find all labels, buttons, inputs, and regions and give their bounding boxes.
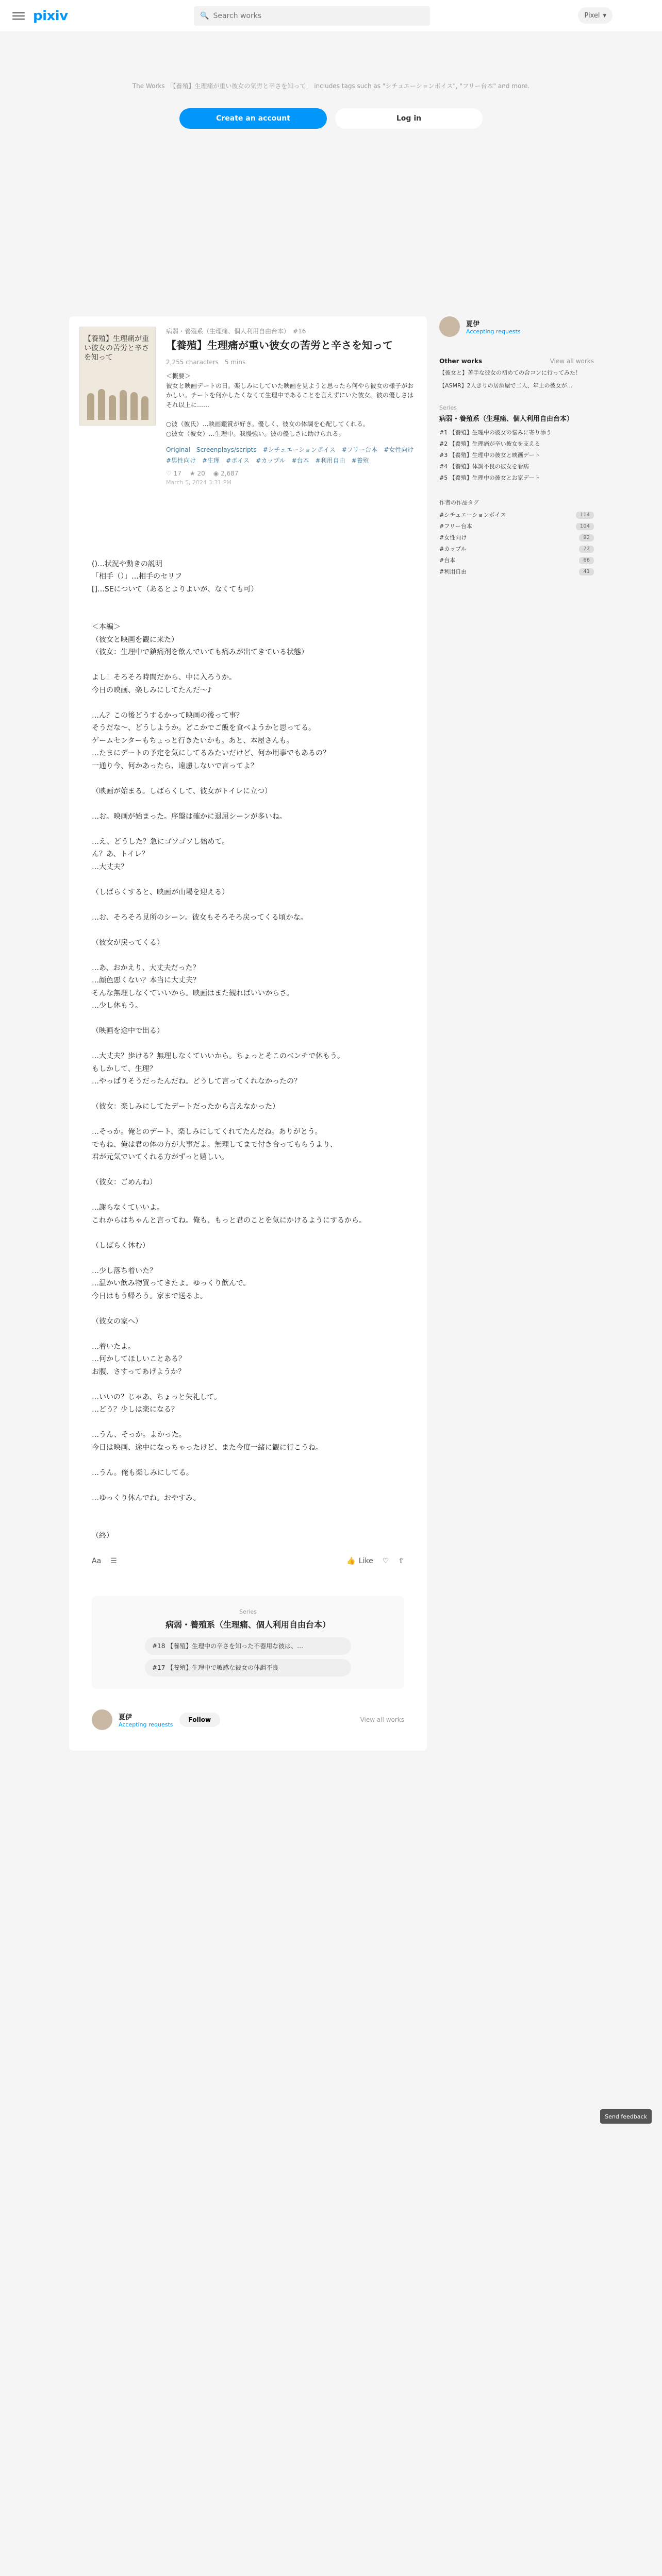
eye-icon: ◉ bbox=[213, 469, 219, 477]
create-account-button[interactable]: Create an account bbox=[179, 108, 327, 129]
search-input[interactable] bbox=[213, 12, 424, 20]
lang-button[interactable]: Pixel ▾ bbox=[578, 7, 613, 24]
novel-title: 【養殖】生理痛が重い彼女の苦労と辛さを知って bbox=[166, 339, 393, 351]
sidebar bbox=[439, 316, 594, 578]
avatar[interactable] bbox=[92, 1709, 112, 1730]
other-work-item[interactable]: 【ASMR】2人きりの居酒屋で二人、年上の彼女が… bbox=[439, 382, 573, 389]
author-name[interactable]: 夏伊 bbox=[119, 1713, 133, 1721]
avatar[interactable] bbox=[439, 316, 460, 337]
series-link[interactable]: 病弱・養殖系（生理痛、個人利用自由台本） #16 bbox=[166, 328, 306, 335]
accepting-requests[interactable]: Accepting requests bbox=[119, 1721, 173, 1728]
search-icon: 🔍 bbox=[200, 12, 209, 20]
intro-section bbox=[0, 32, 662, 162]
novel-article bbox=[69, 316, 427, 1751]
cover-title: 【養殖】生理痛が重い彼女の苦労と辛さを知って bbox=[84, 335, 149, 362]
list-icon[interactable]: ☰ bbox=[110, 1556, 117, 1565]
author-tag-item[interactable]: #女性向け 92 bbox=[439, 532, 594, 544]
author-tag-item[interactable]: #利用自由 41 bbox=[439, 566, 594, 578]
heart-icon[interactable]: ♡ bbox=[382, 1556, 389, 1565]
sidebar-series-episode[interactable]: #2 【養殖】生理痛が辛い彼女を支える bbox=[439, 440, 540, 447]
author-footer bbox=[92, 1709, 404, 1730]
author-name[interactable]: 夏伊 bbox=[466, 320, 480, 328]
font-size-icon[interactable]: Aa bbox=[92, 1556, 102, 1565]
author-tag-item[interactable]: #カップル 72 bbox=[439, 544, 594, 555]
series-label: Series bbox=[239, 1608, 257, 1615]
other-works-header: Other works View all works bbox=[439, 358, 594, 365]
search-box[interactable] bbox=[194, 6, 430, 26]
other-work-item[interactable]: 【彼女と】苦手な彼女の初めての合コンに行ってみた！ bbox=[439, 369, 581, 376]
bookmark-icon: ★ bbox=[189, 469, 195, 477]
post-date: March 5, 2024 3:31 PM bbox=[166, 479, 231, 486]
sidebar-series-name[interactable]: 病弱・養殖系（生理痛、個人利用自由台本） bbox=[439, 415, 574, 423]
send-feedback-button[interactable]: Send feedback bbox=[600, 2109, 652, 2124]
series-prev-episode[interactable]: #17 【養殖】生理中で敏感な彼女の体調不良 bbox=[145, 1659, 351, 1676]
view-all-link[interactable]: View all works bbox=[360, 1716, 404, 1723]
sidebar-series: Series 病弱・養殖系（生理痛、個人利用自由台本） #1 【養殖】生理中の彼女の悩みに寄り添う #2 【養殖】生理痛が辛い彼女を支える #3 【養殖】生理中の彼女と映画デート #4 【養殖】体調不良の彼女を看病 #5 【養殖】生理中の彼女とお家デート bbox=[439, 404, 594, 484]
heart-icon: ♡ bbox=[166, 469, 172, 477]
thumbs-up-icon: 👍 bbox=[346, 1556, 356, 1565]
top-header bbox=[0, 0, 662, 32]
cover-illustration bbox=[85, 384, 150, 420]
pixiv-logo[interactable]: pixiv bbox=[33, 8, 68, 24]
accepting-requests[interactable]: Accepting requests bbox=[466, 328, 521, 335]
sidebar-series-episode[interactable]: #1 【養殖】生理中の彼女の悩みに寄り添う bbox=[439, 429, 552, 436]
author-tag-item[interactable]: #フリー台本 104 bbox=[439, 521, 594, 532]
counts-row bbox=[166, 470, 417, 477]
view-count: ◉ 2,687 bbox=[213, 469, 239, 477]
sidebar-series-episode[interactable]: #5 【養殖】生理中の彼女とお家デート bbox=[439, 474, 540, 481]
novel-body: ()…状況や動きの説明 「相手（）」…相手のセリフ []…SEについて（あるとよりよいが、なくても可） ＜本編＞ （彼女と映画を観に来た） （彼女：生理中で鎮痛剤を飲んでいても痛みが出てきている状態） よし！そろそろ時間だから、中に入ろうか。 今日の映画、楽しみにしてたんだ〜♪ …ん？この後どうするかって映画の後って事？ そうだな〜、どうしようか。どこかでご飯を食べようかと思ってる。 ゲームセンターもちょっと行きたいかも。あと、本屋さんも。 …たまにデートの予定を気にしてるみたいだけど、何か用事でもあるの？ 一通り今、何かあったら、遠慮しないで言ってよ？ （映画が始まる。しばらくして、彼女がトイレに立つ） …お。映画が始まった。序盤は確かに退屈シーンが多いね。 …え、どうした？急にゴソゴソし始めて。 ん？あ、トイレ？ …大丈夫？ （しばらくすると、映画が山場を迎える） …お、そろそろ見所のシーン。彼女もそろそろ戻ってくる頃かな。 （彼女が戻ってくる） …あ、おかえり、大丈夫だった？ …顔色悪くない？本当に大丈夫？ そんな無理しなくていいから。映画はまた観ればいいからさ。 …少し休もう。 （映画を途中で出る） …大丈夫？歩ける？無理しなくていいから。ちょっとそこのベンチで休もう。 もしかして、生理？ …やっぱりそうだったんだね。どうして言ってくれなかったの？ （彼女：楽しみにしてたデートだったから言えなかった） …そっか。俺とのデート、楽しみにしてくれてたんだね。ありがとう。 でもね、俺は君の体の方が大事だよ。無理してまで付き合ってもらうより、 君が元気でいてくれる方がずっと嬉しい。 （彼女：ごめんね） …謝らなくていいよ。 これからはちゃんと言ってね。俺も、もっと君のことを気にかけるようにするから。 （しばらく休む） …少し落ち着いた？ …温かい飲み物買ってきたよ。ゆっくり飲んで。 今日はもう帰ろう。家まで送るよ。 （彼女の家へ） …着いたよ。 …何かしてほしいことある？ お腹、さすってあげようか？ …いいの？じゃあ、ちょっと失礼して。 …どう？少しは楽になる？ …うん、そっか。よかった。 今日は映画、途中になっちゃったけど、また今度一緒に観に行こうね。 …うん。俺も楽しみにしてる。 …ゆっくり休んでね。おやすみ。 （終） bbox=[92, 560, 366, 1540]
sidebar-author bbox=[439, 316, 594, 337]
sidebar-series-episode[interactable]: #4 【養殖】体調不良の彼女を看病 bbox=[439, 463, 529, 470]
chevron-down-icon: ▾ bbox=[603, 11, 606, 20]
novel-cover[interactable] bbox=[79, 327, 156, 426]
series-box bbox=[92, 1596, 404, 1689]
action-row bbox=[79, 1557, 417, 1565]
reading-stats: 2,255 characters 5 mins bbox=[166, 359, 246, 366]
author-tags: 作者の作品タグ #シチュエーションボイス 114 #フリー台本 104 #女性向け 92 #カップル 72 #台本 66 #利用自由 41 bbox=[439, 498, 594, 578]
share-icon[interactable]: ⇧ bbox=[398, 1556, 404, 1565]
intro-text: The Works 「【養殖】生理痛が重い彼女の気労と辛さを知って」 includes tags such as "シチュエーションボイス", "フリー台本" and more. bbox=[132, 82, 530, 90]
follow-button[interactable]: Follow bbox=[179, 1713, 221, 1727]
author-tag-item[interactable]: #シチュエーションボイス 114 bbox=[439, 510, 594, 521]
like-count: ♡ 17 bbox=[166, 469, 181, 477]
menu-icon[interactable] bbox=[12, 10, 25, 22]
login-button[interactable]: Log in bbox=[335, 108, 483, 129]
bookmark-count: ★ 20 bbox=[189, 469, 205, 477]
series-next-episode[interactable]: #18 【養殖】生理中の辛さを知った不器用な彼は、… bbox=[145, 1637, 351, 1655]
author-tag-item[interactable]: #台本 66 bbox=[439, 555, 594, 566]
like-button[interactable]: 👍 Like bbox=[346, 1556, 373, 1565]
view-all-link[interactable]: View all works bbox=[550, 358, 594, 365]
series-name[interactable]: 病弱・養殖系（生理痛、個人利用自由台本） bbox=[165, 1619, 330, 1630]
novel-caption: ＜概要＞ 彼女と映画デートの日。楽しみにしていた映画を見ようと思ったら何やら彼女の様子がおかしい。チートを何かしたくなくて生理中であることを言えずにいた彼女。彼の優しさはそれ以上に…… ○彼（彼氏）…映画鑑賞が好き。優しく、彼女の体調を心配してくれる。 ○彼女（彼女）…生理中。我慢強い。彼の優しさに助けられる。 bbox=[166, 372, 414, 437]
sidebar-series-episode[interactable]: #3 【養殖】生理中の彼女と映画デート bbox=[439, 452, 540, 459]
tag-list[interactable]: Original Screenplays/scripts #シチュエーションボイス #フリー台本 #女性向け #男性向け #生理 #ボイス #カップル #台本 #利用自由 #養殖 bbox=[166, 446, 420, 464]
